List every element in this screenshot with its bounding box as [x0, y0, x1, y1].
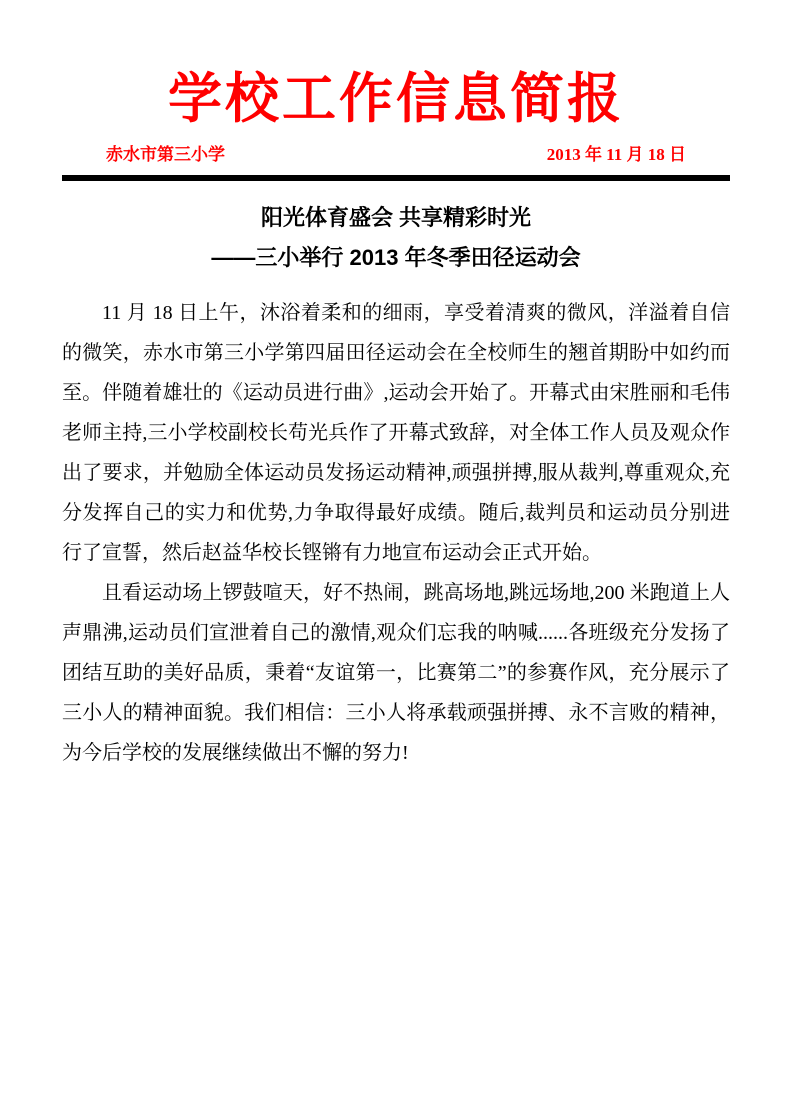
issue-date: 2013 年 11 月 18 日 [546, 144, 686, 164]
masthead-title: 学校工作信息简报 [168, 69, 624, 129]
article-title: 阳光体育盛会 共享精彩时光 [260, 204, 532, 230]
article-body [62, 293, 730, 773]
organization-name: 赤水市第三小学 [106, 144, 225, 164]
masthead-meta [62, 140, 730, 165]
paragraph-1: 11 月 18 日上午，沐浴着柔和的细雨，享受着清爽的微风，洋溢着自信的微笑，赤水市第三小学第四届田径运动会在全校师生的翘首期盼中如约而至。伴随着雄壮的《运动员进行曲》,运动会开始了。开幕式由宋胜丽和毛伟老师主持,三小学校副校长苟光兵作了开幕式致辞，对全体工作人员及观众作出了要求，并勉励全体运动员发扬运动精神,顽强拼搏,服从裁判,尊重观众,充分发挥自己的实力和优势,力争取得最好成绩。随后,裁判员和运动员分别进行了宣誓，然后赵益华校长铿锵有力地宣布运动会正式开始。 [62, 301, 730, 564]
masthead [62, 66, 730, 181]
article [62, 204, 730, 773]
paragraph-2: 且看运动场上锣鼓喧天，好不热闹，跳高场地,跳远场地,200 米跑道上人声鼎沸,运动员们宣泄着自己的激情,观众们忘我的呐喊......各班级充分发扬了团结互助的美好品质，秉着“友谊第一，比赛第二”的参赛作风，充分展示了三小人的精神面貌。我们相信：三小人将承载顽强拼搏、永不言败的精神，为今后学校的发展继续做出不懈的努力! [62, 581, 730, 764]
masthead-divider [62, 175, 730, 181]
article-subtitle: ——三小举行 2013 年冬季田径运动会 [211, 245, 581, 271]
